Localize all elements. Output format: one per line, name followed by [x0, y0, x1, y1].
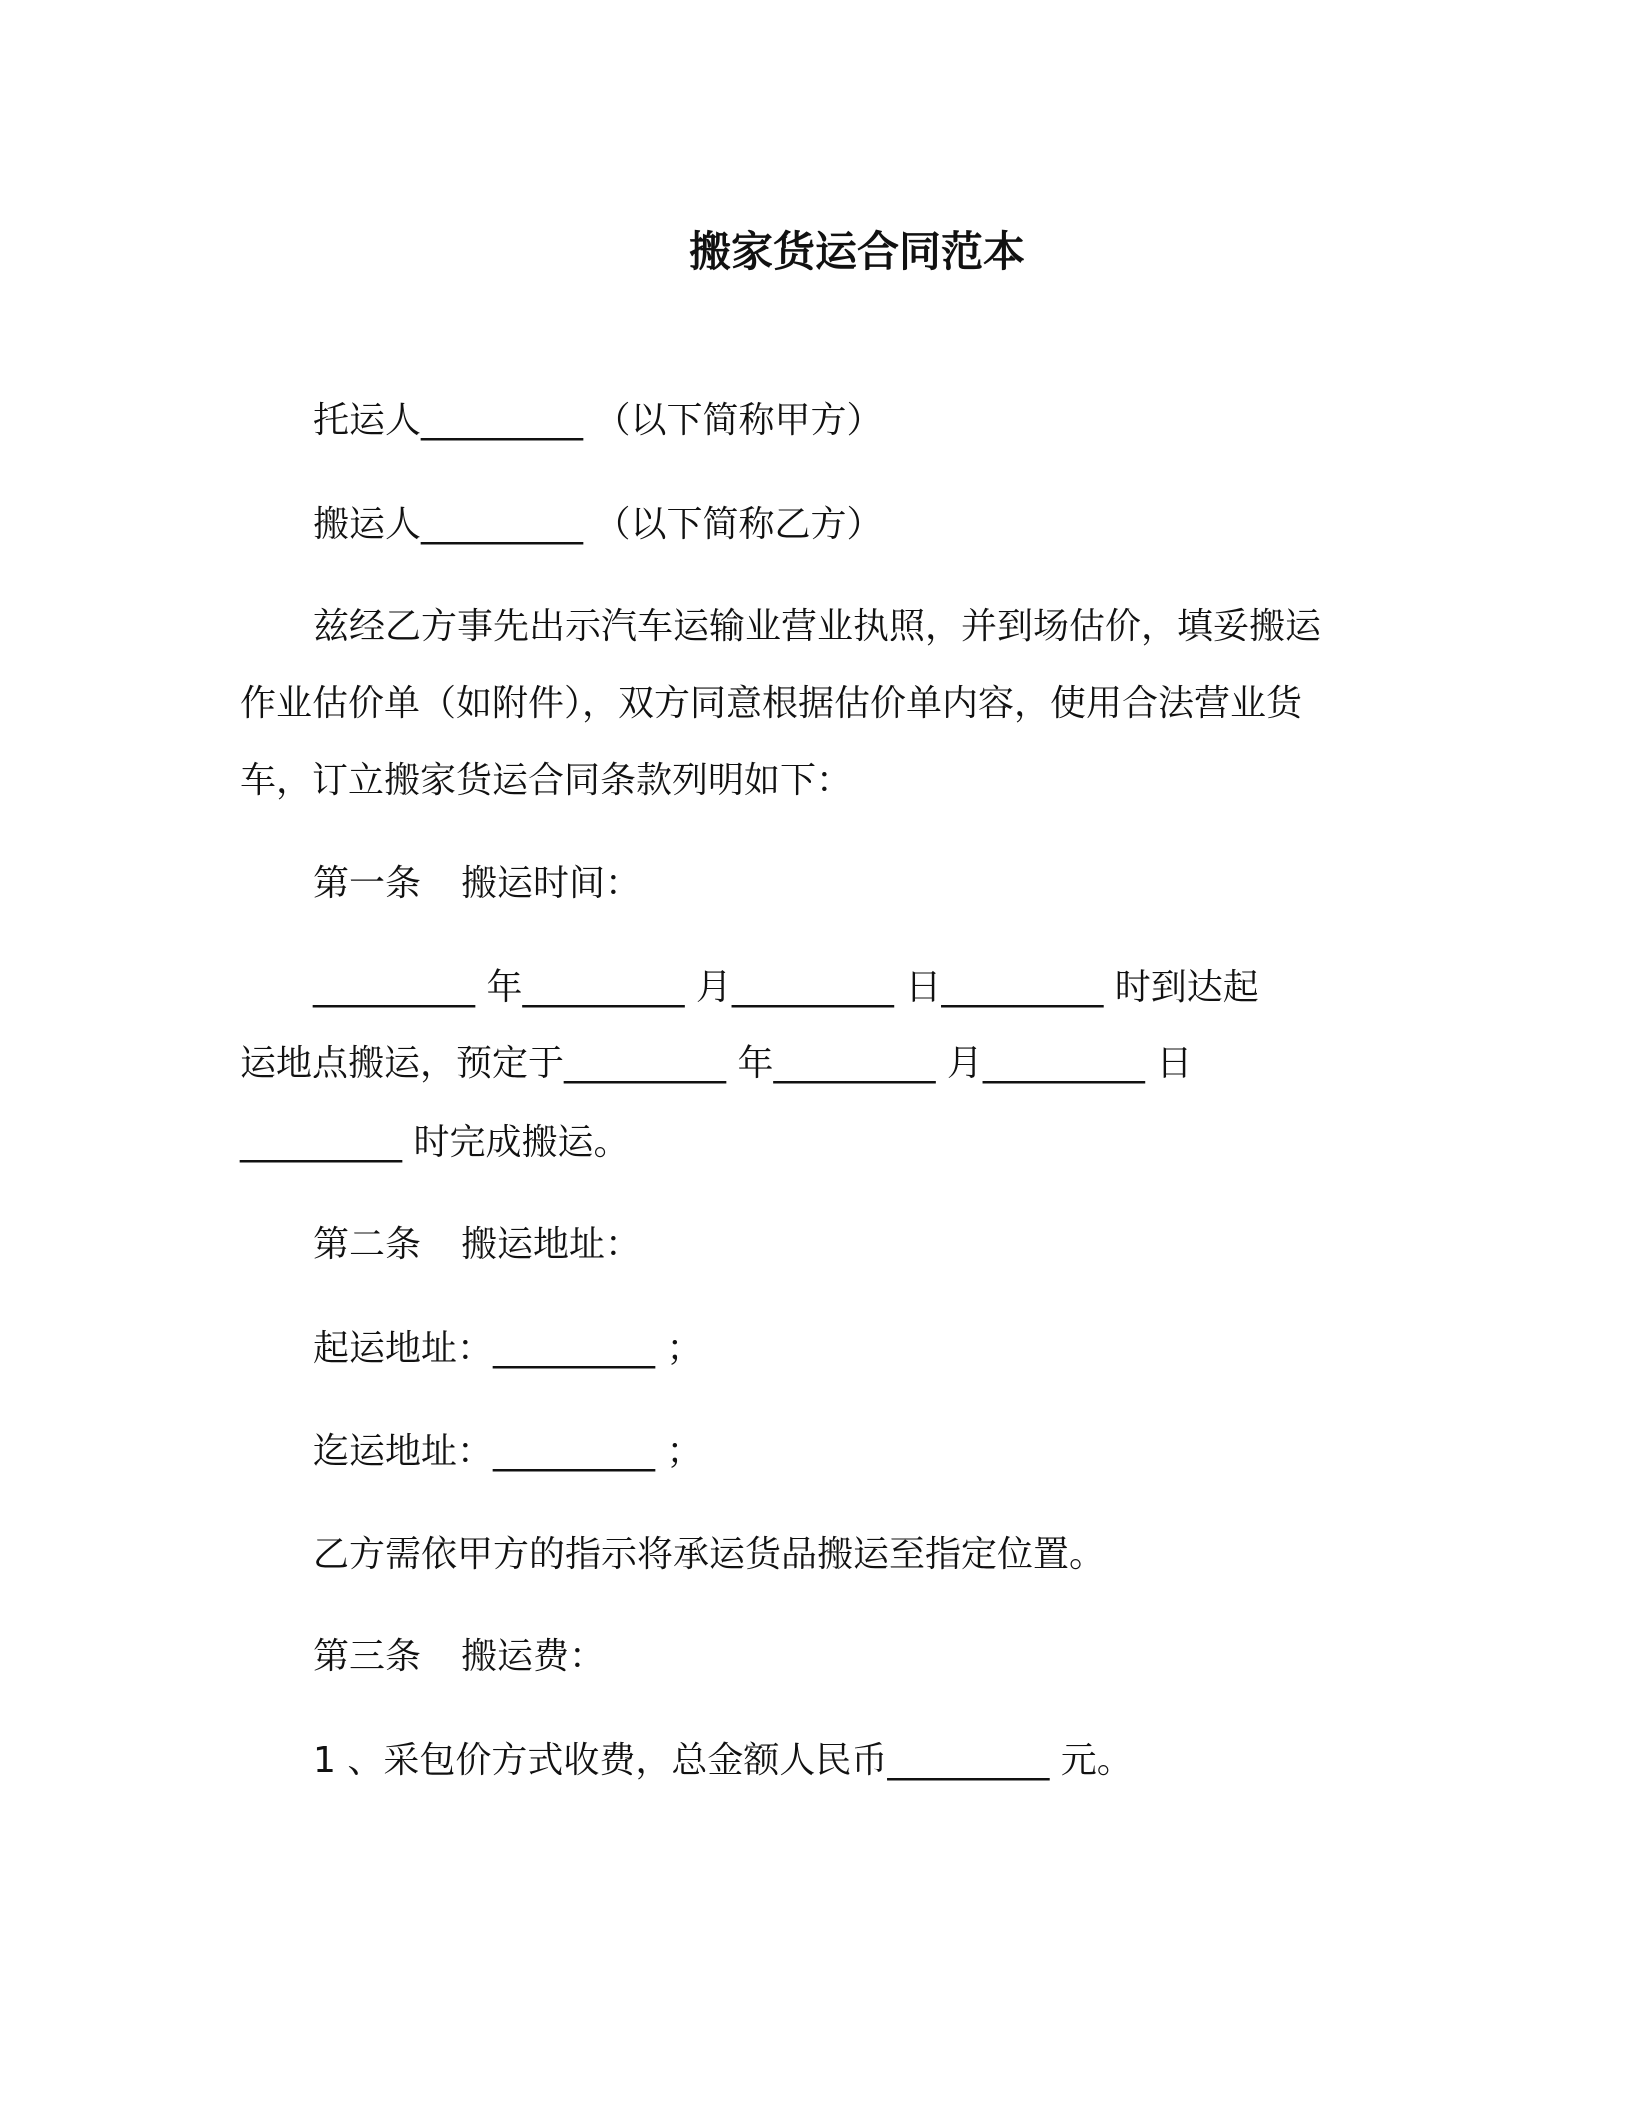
- article-number: 第三条: [313, 1636, 422, 1677]
- article-number: 第一条: [313, 863, 422, 904]
- consignor-line: 托运人_________ （以下简称甲方）: [313, 400, 883, 441]
- article-title: 搬运费：: [461, 1636, 606, 1677]
- destination-address-line: 迄运地址：_________ ；: [313, 1431, 703, 1472]
- preamble-line-3: 车，订立搬家货运合同条款列明如下：: [240, 760, 853, 801]
- article-2-heading: [313, 1220, 641, 1270]
- carrier-line: 搬运人_________ （以下简称乙方）: [313, 504, 883, 545]
- time-line-3: _________ 时完成搬运。: [240, 1122, 630, 1163]
- preamble-line-1: 兹经乙方事先出示汽车运输业营业执照，并到场估价，填妥搬运: [313, 606, 1322, 647]
- fee-line-1: 1 、采包价方式收费，总金额人民币_________ 元。: [313, 1740, 1133, 1781]
- instruction-line: 乙方需依甲方的指示将承运货品搬运至指定位置。: [313, 1534, 1106, 1575]
- article-1-heading: [313, 859, 641, 909]
- origin-address-line: 起运地址：_________ ；: [313, 1328, 703, 1369]
- article-number: 第二条: [313, 1224, 422, 1265]
- article-title: 搬运地址：: [461, 1224, 642, 1265]
- preamble-line-2: 作业估价单（如附件），双方同意根据估价单内容，使用合法营业货: [240, 683, 1303, 724]
- article-title: 搬运时间：: [461, 863, 642, 904]
- document-title: 搬家货运合同范本: [688, 227, 1025, 276]
- time-line-2: 运地点搬运，预定于_________ 年_________ 月_________ 日: [240, 1043, 1193, 1084]
- article-3-heading: [313, 1632, 605, 1682]
- time-line-1: _________ 年_________ 月_________ 日_________ 时到达起: [313, 967, 1259, 1008]
